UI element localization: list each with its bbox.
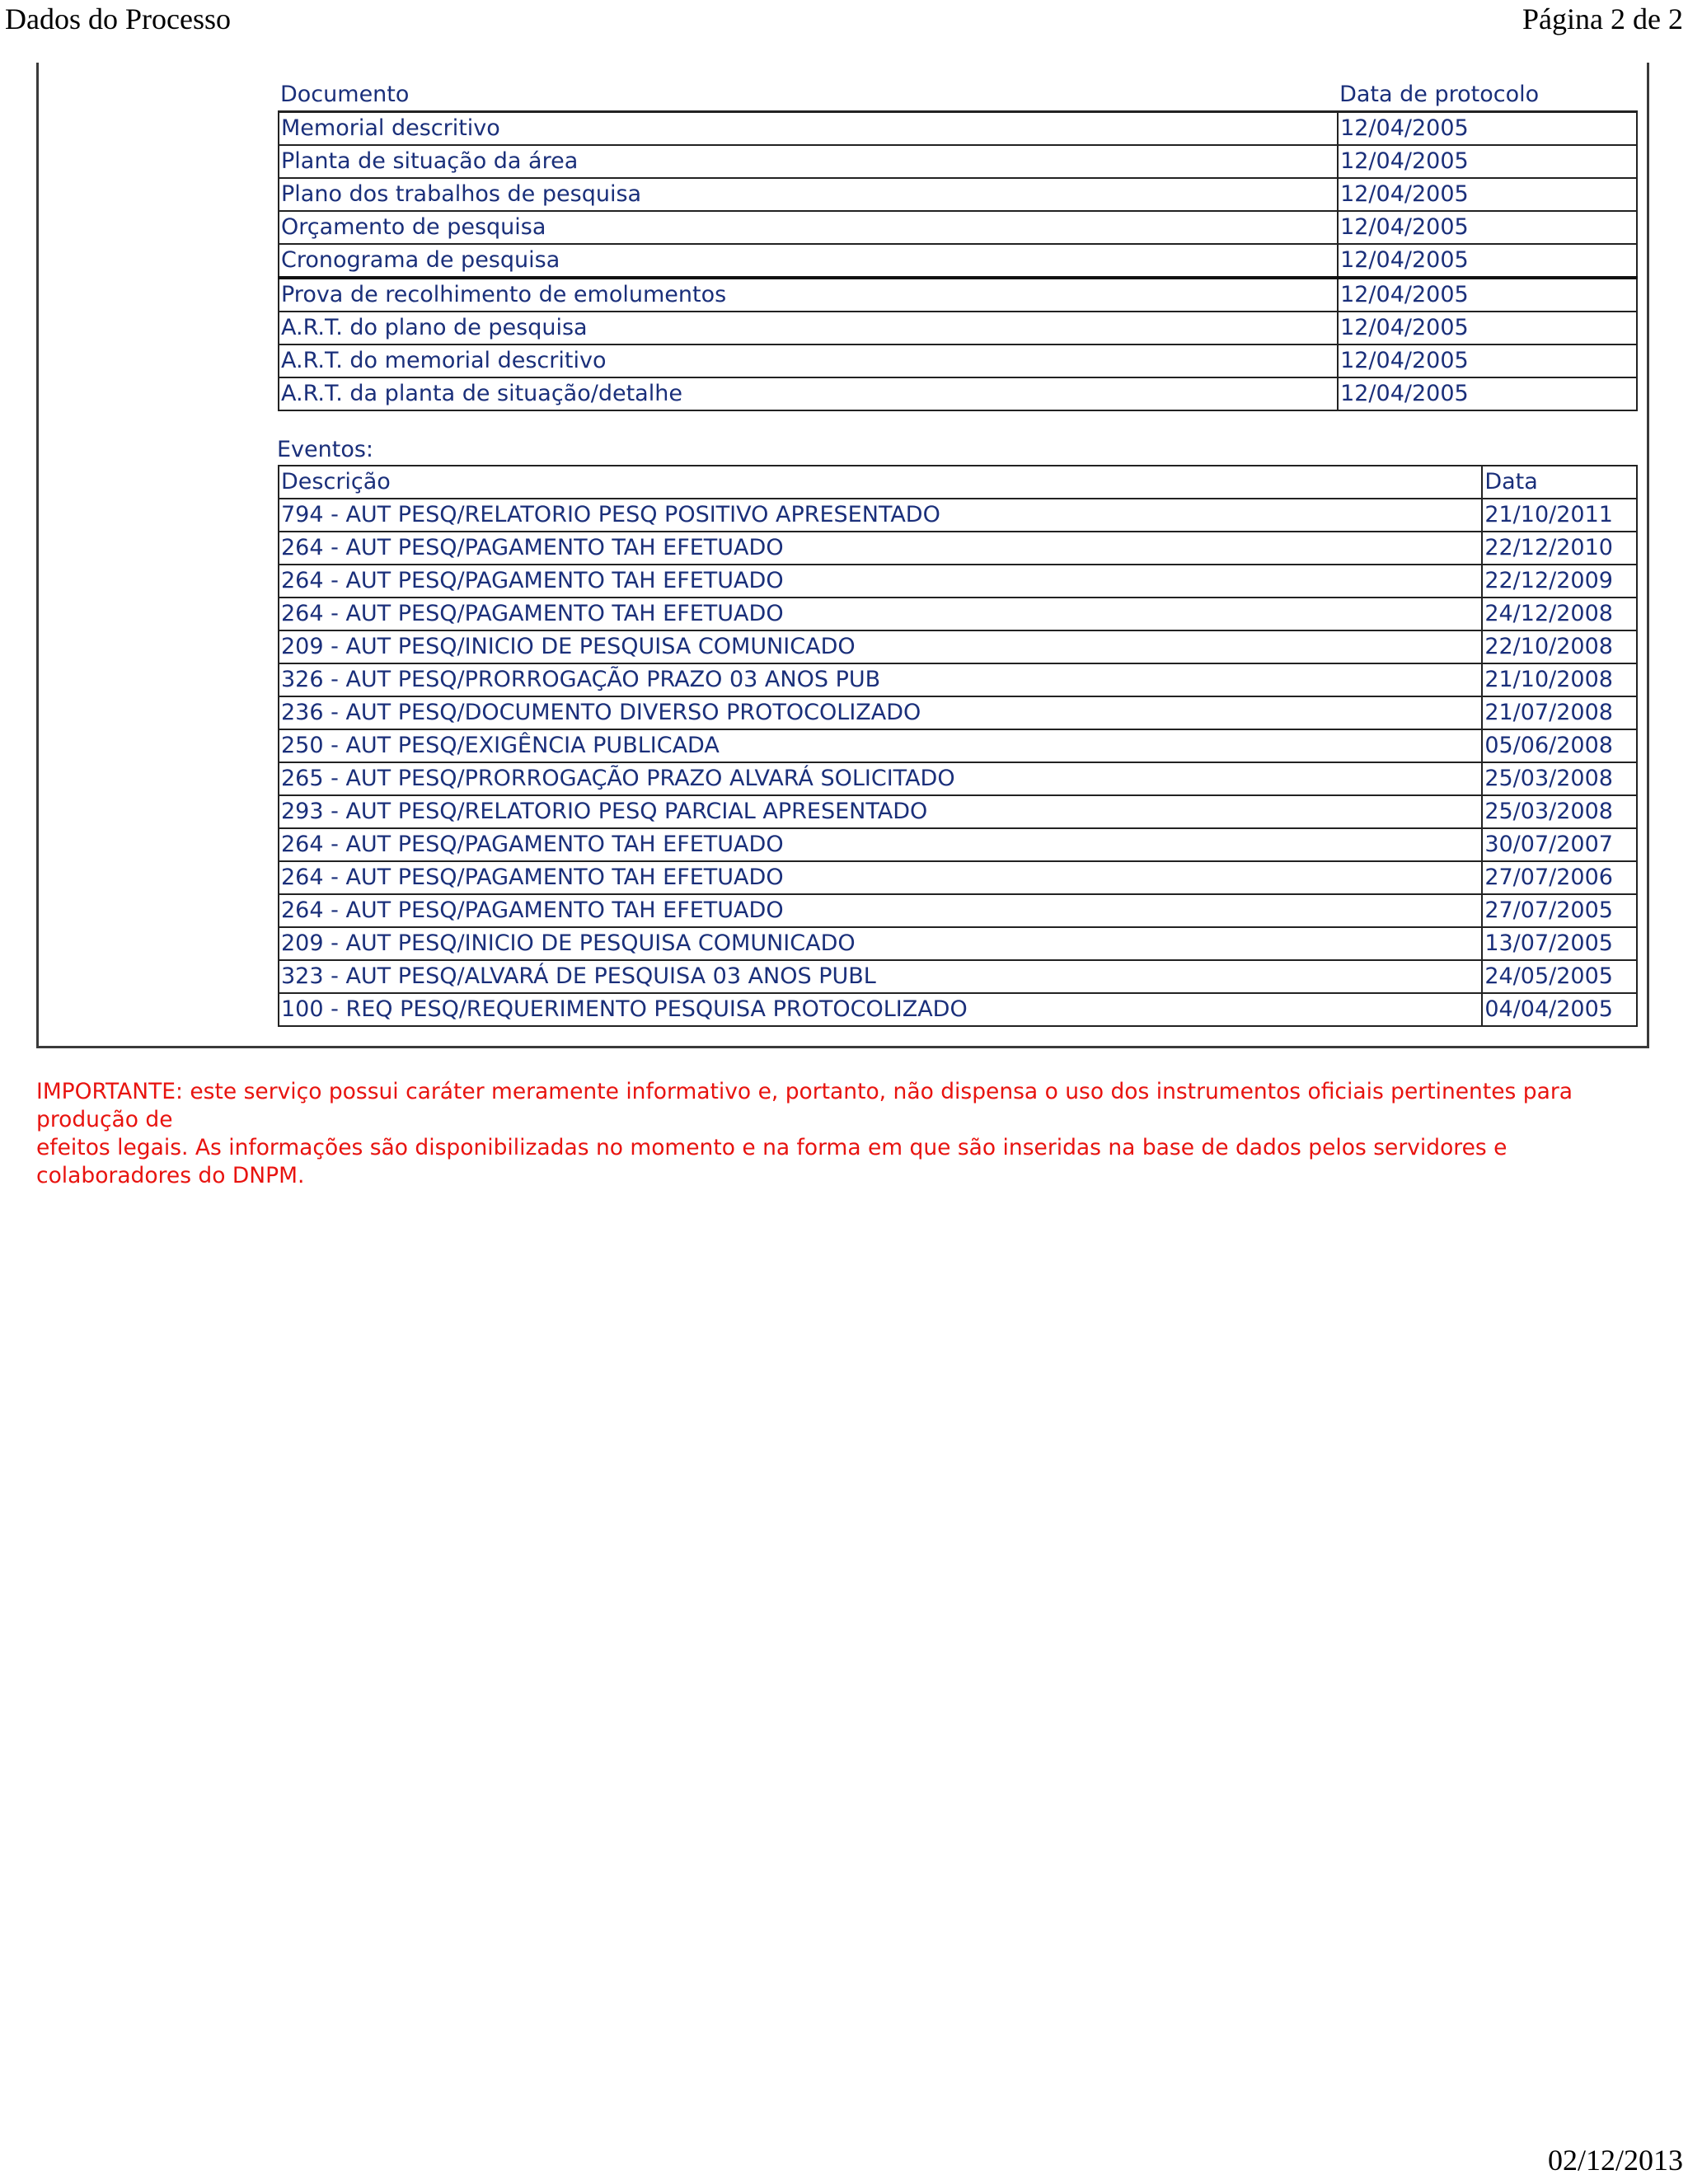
- row-description-cell: 264 - AUT PESQ/PAGAMENTO TAH EFETUADO: [279, 598, 1482, 630]
- table-row: [279, 795, 1637, 828]
- row-description-cell: Cronograma de pesquisa: [279, 244, 1338, 278]
- documents-table: [278, 79, 1638, 411]
- row-date-cell: 12/04/2005: [1338, 312, 1637, 344]
- row-date-cell: 27/07/2005: [1482, 894, 1637, 927]
- row-date-cell: 22/10/2008: [1482, 630, 1637, 663]
- row-date-cell: 30/07/2007: [1482, 828, 1637, 861]
- footer-date: 02/12/2013: [1547, 2144, 1683, 2177]
- row-date-cell: 25/03/2008: [1482, 795, 1637, 828]
- row-description-cell: 250 - AUT PESQ/EXIGÊNCIA PUBLICADA: [279, 729, 1482, 762]
- row-date-cell: 12/04/2005: [1338, 344, 1637, 377]
- row-date-cell: 12/04/2005: [1338, 112, 1637, 146]
- row-description-cell: 264 - AUT PESQ/PAGAMENTO TAH EFETUADO: [279, 894, 1482, 927]
- table-row: [279, 312, 1637, 344]
- row-description-cell: 265 - AUT PESQ/PRORROGAÇÃO PRAZO ALVARÁ SOLICITADO: [279, 762, 1482, 795]
- row-date-cell: 04/04/2005: [1482, 993, 1637, 1026]
- table-row: [279, 960, 1637, 993]
- disclaimer-notice: [36, 1078, 1652, 1190]
- table-row: [279, 598, 1637, 630]
- row-date-cell: 12/04/2005: [1338, 178, 1637, 211]
- row-date-cell: 12/04/2005: [1338, 244, 1637, 278]
- row-date-cell: 12/04/2005: [1338, 377, 1637, 410]
- row-date-cell: 25/03/2008: [1482, 762, 1637, 795]
- table-row: [279, 663, 1637, 696]
- disclaimer-line-2: efeitos legais. As informações são disponibilizadas no momento e na forma em que são inseridas na base de dados pelos servidores e colaboradores do DNPM.: [36, 1135, 1507, 1188]
- table-row: [279, 278, 1637, 312]
- row-date-cell: 05/06/2008: [1482, 729, 1637, 762]
- table-row: [279, 894, 1637, 927]
- row-description-cell: 326 - AUT PESQ/PRORROGAÇÃO PRAZO 03 ANOS PUB: [279, 663, 1482, 696]
- row-description-cell: 264 - AUT PESQ/PAGAMENTO TAH EFETUADO: [279, 861, 1482, 894]
- row-description-cell: 794 - AUT PESQ/RELATORIO PESQ POSITIVO APRESENTADO: [279, 499, 1482, 532]
- row-description-cell: 236 - AUT PESQ/DOCUMENTO DIVERSO PROTOCOLIZADO: [279, 696, 1482, 729]
- page-header: [5, 0, 1683, 38]
- table-row: [279, 211, 1637, 244]
- row-description-cell: Plano dos trabalhos de pesquisa: [279, 178, 1338, 211]
- table-row: [279, 828, 1637, 861]
- row-date-cell: 13/07/2005: [1482, 927, 1637, 960]
- table-row: [279, 762, 1637, 795]
- table-row: [279, 729, 1637, 762]
- table-row: [279, 927, 1637, 960]
- table-row: [279, 344, 1637, 377]
- events-table: [278, 465, 1638, 1027]
- table-row: [279, 532, 1637, 565]
- row-date-cell: 24/12/2008: [1482, 598, 1637, 630]
- row-date-cell: 22/12/2010: [1482, 532, 1637, 565]
- table-row: [279, 244, 1637, 278]
- events-label: Eventos:: [277, 437, 374, 462]
- row-description-cell: 264 - AUT PESQ/PAGAMENTO TAH EFETUADO: [279, 565, 1482, 598]
- table-row: [279, 861, 1637, 894]
- row-date-cell: 21/10/2011: [1482, 499, 1637, 532]
- row-description-cell: A.R.T. da planta de situação/detalhe: [279, 377, 1338, 410]
- table-header-row: [279, 466, 1637, 499]
- table-row: [279, 499, 1637, 532]
- row-description-cell: 264 - AUT PESQ/PAGAMENTO TAH EFETUADO: [279, 532, 1482, 565]
- table-row: [279, 145, 1637, 178]
- disclaimer-line-1: IMPORTANTE: este serviço possui caráter meramente informativo e, portanto, não dispensa o uso dos instrumentos oficiais pertinentes para produção de: [36, 1079, 1573, 1132]
- column-header: Data de protocolo: [1338, 79, 1637, 112]
- table-row: [279, 565, 1637, 598]
- row-description-cell: 264 - AUT PESQ/PAGAMENTO TAH EFETUADO: [279, 828, 1482, 861]
- row-description-cell: Orçamento de pesquisa: [279, 211, 1338, 244]
- table-row: [279, 178, 1637, 211]
- table-row: [279, 993, 1637, 1026]
- row-description-cell: Memorial descritivo: [279, 112, 1338, 146]
- row-date-cell: 21/07/2008: [1482, 696, 1637, 729]
- row-description-cell: 323 - AUT PESQ/ALVARÁ DE PESQUISA 03 ANOS PUBL: [279, 960, 1482, 993]
- page-title: Dados do Processo: [5, 2, 231, 35]
- row-date-cell: 27/07/2006: [1482, 861, 1637, 894]
- column-header: Data: [1482, 466, 1637, 499]
- row-date-cell: 21/10/2008: [1482, 663, 1637, 696]
- column-header: Documento: [279, 79, 1338, 112]
- row-description-cell: Planta de situação da área: [279, 145, 1338, 178]
- row-description-cell: 293 - AUT PESQ/RELATORIO PESQ PARCIAL APRESENTADO: [279, 795, 1482, 828]
- row-description-cell: 209 - AUT PESQ/INICIO DE PESQUISA COMUNICADO: [279, 630, 1482, 663]
- row-description-cell: A.R.T. do memorial descritivo: [279, 344, 1338, 377]
- table-row: [279, 112, 1637, 146]
- row-date-cell: 12/04/2005: [1338, 278, 1637, 312]
- table-row: [279, 696, 1637, 729]
- table-header-row: [279, 79, 1637, 112]
- row-date-cell: 12/04/2005: [1338, 211, 1637, 244]
- row-date-cell: 12/04/2005: [1338, 145, 1637, 178]
- row-date-cell: 22/12/2009: [1482, 565, 1637, 598]
- column-header: Descrição: [279, 466, 1482, 499]
- page-number: Página 2 de 2: [1522, 2, 1683, 35]
- table-row: [279, 377, 1637, 410]
- row-description-cell: 209 - AUT PESQ/INICIO DE PESQUISA COMUNICADO: [279, 927, 1482, 960]
- table-row: [279, 630, 1637, 663]
- row-description-cell: Prova de recolhimento de emolumentos: [279, 278, 1338, 312]
- row-date-cell: 24/05/2005: [1482, 960, 1637, 993]
- row-description-cell: A.R.T. do plano de pesquisa: [279, 312, 1338, 344]
- row-description-cell: 100 - REQ PESQ/REQUERIMENTO PESQUISA PROTOCOLIZADO: [279, 993, 1482, 1026]
